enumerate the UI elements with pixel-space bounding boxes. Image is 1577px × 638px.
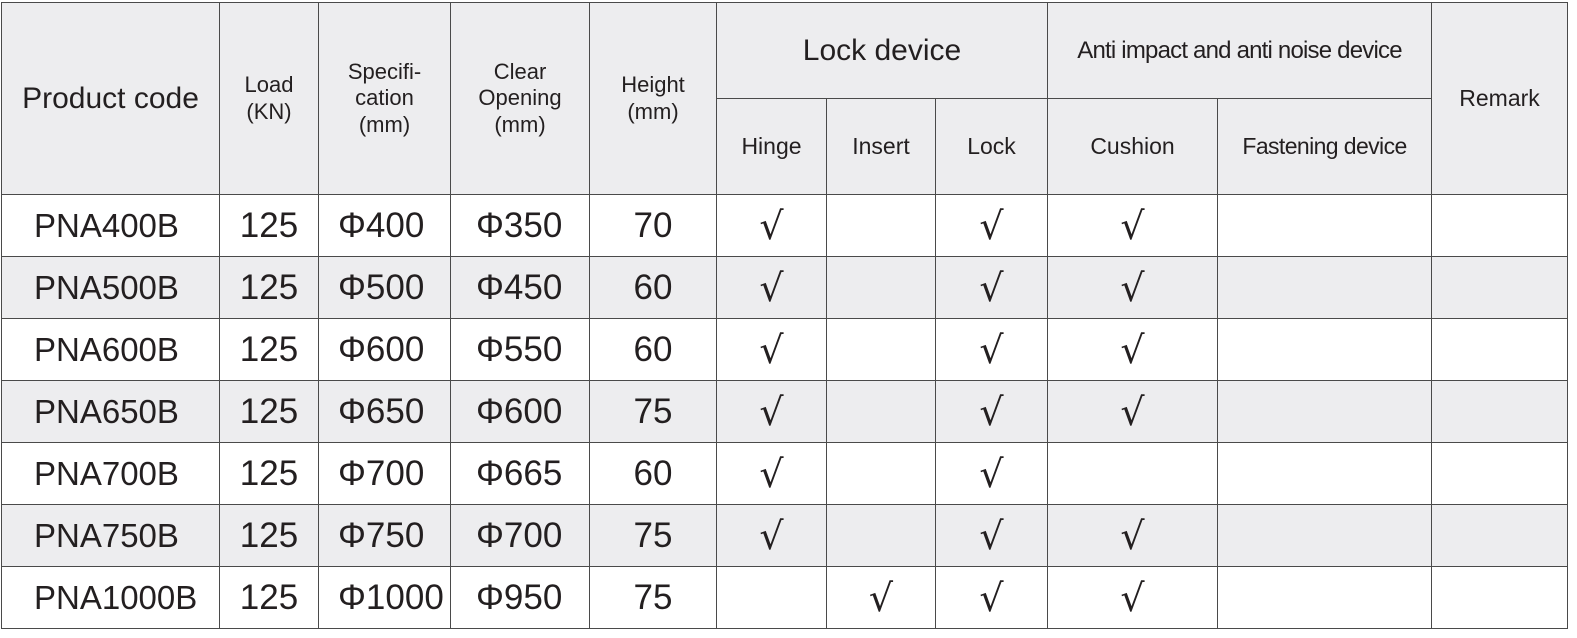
- cell-lock-check: √: [936, 257, 1048, 319]
- cell-load: 125: [220, 505, 319, 567]
- cell-remark: [1432, 381, 1568, 443]
- cell-specification: Φ600: [319, 319, 451, 381]
- header-specification-line-2: cation: [355, 85, 414, 111]
- cell-height: 70: [590, 195, 717, 257]
- cell-remark: [1432, 257, 1568, 319]
- cell-insert-check: √: [827, 567, 936, 629]
- cell-load: 125: [220, 567, 319, 629]
- cell-product-code: PNA600B: [2, 319, 220, 381]
- cell-cushion-check: √: [1048, 257, 1218, 319]
- cell-product-code: PNA700B: [2, 443, 220, 505]
- cell-clear-opening: Φ550: [451, 319, 590, 381]
- cell-cushion-check: √: [1048, 567, 1218, 629]
- header-load-line-1: Load: [244, 72, 294, 98]
- cell-cushion-check: √: [1048, 505, 1218, 567]
- table-header: [2, 3, 1568, 195]
- cell-clear-opening: Φ450: [451, 257, 590, 319]
- cell-remark: [1432, 505, 1568, 567]
- table-row: [2, 443, 1568, 505]
- header-height-line-1: Height: [621, 72, 685, 98]
- header-remark: Remark: [1432, 3, 1568, 195]
- cell-fastening-check: [1218, 319, 1432, 381]
- header-clear-opening-line-1: Clear: [493, 58, 547, 84]
- header-specification: [319, 3, 451, 195]
- cell-product-code: PNA500B: [2, 257, 220, 319]
- cell-product-code: PNA750B: [2, 505, 220, 567]
- cell-load: 125: [220, 195, 319, 257]
- cell-specification: Φ700: [319, 443, 451, 505]
- cell-clear-opening: Φ665: [451, 443, 590, 505]
- cell-hinge-check: √: [717, 381, 827, 443]
- cell-specification: Φ1000: [319, 567, 451, 629]
- cell-insert-check: [827, 381, 936, 443]
- header-clear-opening-line-3: (mm): [494, 111, 546, 137]
- cell-lock-check: √: [936, 567, 1048, 629]
- header-specification-line-3: (mm): [358, 111, 411, 137]
- table-row: [2, 505, 1568, 567]
- cell-height: 60: [590, 319, 717, 381]
- cell-height: 75: [590, 567, 717, 629]
- header-load: [220, 3, 319, 195]
- cell-insert-check: [827, 443, 936, 505]
- cell-cushion-check: √: [1048, 195, 1218, 257]
- header-product-code: Product code: [2, 3, 220, 195]
- cell-fastening-check: [1218, 505, 1432, 567]
- table-row: [2, 381, 1568, 443]
- cell-cushion-check: [1048, 443, 1218, 505]
- header-fastening-device: Fastening device: [1218, 99, 1432, 195]
- table-body: [2, 195, 1568, 629]
- header-lock-device: Lock device: [717, 3, 1048, 99]
- cell-fastening-check: [1218, 567, 1432, 629]
- cell-remark: [1432, 195, 1568, 257]
- header-insert: Insert: [827, 99, 936, 195]
- cell-product-code: PNA400B: [2, 195, 220, 257]
- header-clear-opening: [451, 3, 590, 195]
- cell-hinge-check: [717, 567, 827, 629]
- cell-height: 75: [590, 505, 717, 567]
- cell-hinge-check: √: [717, 195, 827, 257]
- cell-hinge-check: √: [717, 319, 827, 381]
- table-row: [2, 195, 1568, 257]
- header-height: [590, 3, 717, 195]
- cell-lock-check: √: [936, 195, 1048, 257]
- cell-fastening-check: [1218, 195, 1432, 257]
- cell-hinge-check: √: [717, 505, 827, 567]
- cell-remark: [1432, 319, 1568, 381]
- cell-remark: [1432, 567, 1568, 629]
- cell-clear-opening: Φ350: [451, 195, 590, 257]
- header-hinge: Hinge: [717, 99, 827, 195]
- cell-product-code: PNA1000B: [2, 567, 220, 629]
- cell-specification: Φ750: [319, 505, 451, 567]
- cell-clear-opening: Φ700: [451, 505, 590, 567]
- cell-lock-check: √: [936, 443, 1048, 505]
- cell-hinge-check: √: [717, 443, 827, 505]
- cell-lock-check: √: [936, 381, 1048, 443]
- cell-height: 60: [590, 443, 717, 505]
- cell-lock-check: √: [936, 319, 1048, 381]
- cell-product-code: PNA650B: [2, 381, 220, 443]
- header-cushion: Cushion: [1048, 99, 1218, 195]
- cell-load: 125: [220, 381, 319, 443]
- cell-insert-check: [827, 319, 936, 381]
- cell-load: 125: [220, 319, 319, 381]
- cell-insert-check: [827, 505, 936, 567]
- cell-insert-check: [827, 257, 936, 319]
- cell-load: 125: [220, 257, 319, 319]
- header-load-line-2: (KN): [246, 98, 292, 124]
- cell-load: 125: [220, 443, 319, 505]
- cell-height: 75: [590, 381, 717, 443]
- cell-fastening-check: [1218, 443, 1432, 505]
- header-specification-line-1: Specifi-: [347, 58, 422, 84]
- cell-specification: Φ500: [319, 257, 451, 319]
- cell-specification: Φ650: [319, 381, 451, 443]
- header-lock: Lock: [936, 99, 1048, 195]
- cell-remark: [1432, 443, 1568, 505]
- cell-height: 60: [590, 257, 717, 319]
- cell-hinge-check: √: [717, 257, 827, 319]
- table-row: [2, 567, 1568, 629]
- cell-cushion-check: √: [1048, 381, 1218, 443]
- cell-specification: Φ400: [319, 195, 451, 257]
- cell-lock-check: √: [936, 505, 1048, 567]
- header-clear-opening-line-2: Opening: [478, 85, 562, 111]
- header-anti-impact-device: Anti impact and anti noise device: [1048, 3, 1432, 99]
- cell-clear-opening: Φ600: [451, 381, 590, 443]
- cell-cushion-check: √: [1048, 319, 1218, 381]
- cell-fastening-check: [1218, 257, 1432, 319]
- product-spec-table: [1, 2, 1568, 629]
- cell-fastening-check: [1218, 381, 1432, 443]
- cell-insert-check: [827, 195, 936, 257]
- table-row: [2, 319, 1568, 381]
- cell-clear-opening: Φ950: [451, 567, 590, 629]
- table-row: [2, 257, 1568, 319]
- header-height-line-2: (mm): [627, 98, 679, 124]
